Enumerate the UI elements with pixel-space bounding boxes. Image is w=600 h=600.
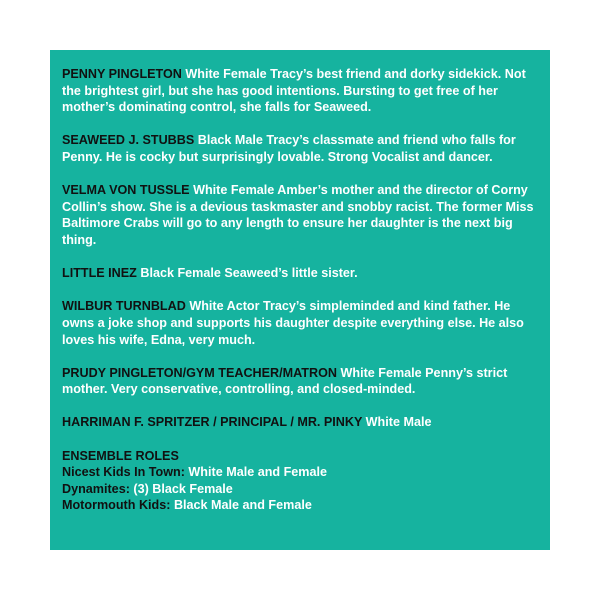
role-name: PENNY PINGLETON xyxy=(62,67,182,81)
role-name: HARRIMAN F. SPRITZER / PRINCIPAL / MR. PINKY xyxy=(62,415,363,430)
role-name: LITTLE INEZ xyxy=(62,266,137,281)
role-description: White Actor Tracy’s simpleminded and kind father. He owns a joke shop and supports his daughter despite everything else. He also loves his wife, Edna, very much. xyxy=(62,299,524,347)
role-description: White Female Tracy’s best friend and dorky sidekick. Not the brightest girl, but she has good intentions. Bursting to get free of her mother’s dominating control, she falls for Seaweed. xyxy=(62,67,526,115)
role-name: PRUDY PINGLETON/GYM TEACHER/MATRON xyxy=(62,365,337,380)
role-name: WILBUR TURNBLAD xyxy=(62,299,186,314)
role-name: VELMA VON TUSSLE xyxy=(62,183,190,198)
ensemble-section xyxy=(62,448,538,514)
ensemble-item-value: Black Male and Female xyxy=(173,498,312,513)
ensemble-item xyxy=(62,497,538,514)
role-entry-velma-von-tussle xyxy=(62,182,538,248)
ensemble-item-label: Dynamites: xyxy=(62,481,130,496)
ensemble-item-label: Motormouth Kids: xyxy=(62,498,171,513)
role-entry-penny-pingleton xyxy=(62,66,538,116)
role-entry-harriman-f-spritzer xyxy=(62,414,538,431)
ensemble-item xyxy=(62,464,538,481)
role-entry-seaweed-j-stubbs xyxy=(62,132,538,165)
ensemble-item-value: White Male and Female xyxy=(188,465,327,480)
role-entry-little-inez xyxy=(62,265,538,282)
role-description: White Female Amber’s mother and the director of Corny Collin’s show. She is a devious taskmaster and snobby racist. The former Miss Baltimore Crabs will go to any length to ensure her daughter is the next big thing. xyxy=(62,183,534,247)
role-description: White Female Penny’s strict mother. Very conservative, controlling, and closed-minded. xyxy=(62,365,508,397)
role-entry-prudy-pingleton xyxy=(62,365,538,398)
role-description: White Male xyxy=(365,415,432,430)
role-entry-wilbur-turnblad xyxy=(62,298,538,348)
cast-list-panel xyxy=(50,50,550,550)
role-name: SEAWEED J. STUBBS xyxy=(62,133,195,148)
ensemble-item-label: Nicest Kids In Town: xyxy=(62,465,185,480)
ensemble-item xyxy=(62,481,538,498)
role-description: Black Male Tracy’s classmate and friend who falls for Penny. He is cocky but surprisingly lovable. Strong Vocalist and dancer. xyxy=(62,133,516,164)
role-description: Black Female Seaweed’s little sister. xyxy=(140,266,358,281)
ensemble-item-value: (3) Black Female xyxy=(133,481,233,496)
ensemble-title: ENSEMBLE ROLES xyxy=(62,448,179,463)
